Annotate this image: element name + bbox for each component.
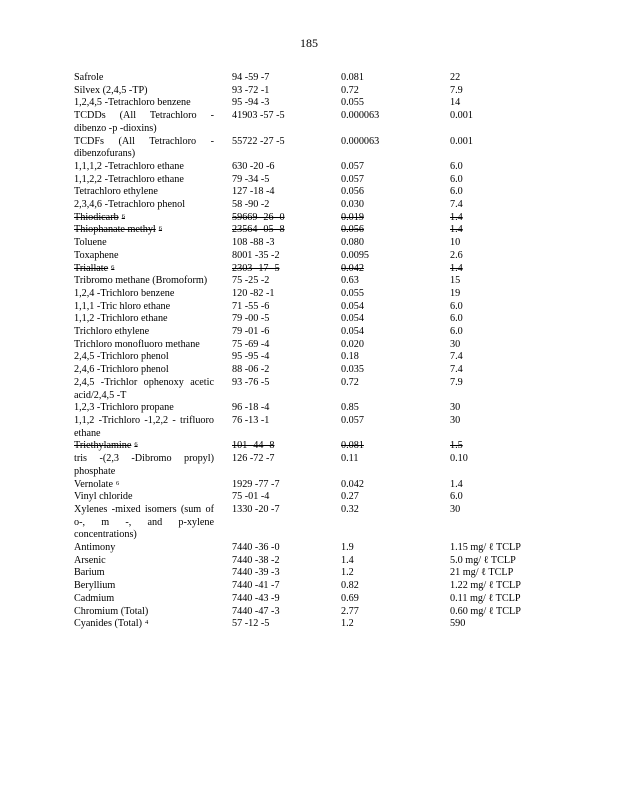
table-row <box>74 339 554 352</box>
table-row <box>74 110 554 135</box>
footnote-marker: 4 <box>145 619 149 627</box>
wastewater-standard: 0.0095 <box>341 249 370 261</box>
constituent-name-text: Chromium (Total) <box>74 605 149 617</box>
nonwastewater-standard: 1.15 mg/ ℓ TCLP <box>450 542 521 554</box>
constituent-name <box>74 186 214 199</box>
wastewater-standard: 0.63 <box>341 275 359 287</box>
cas-number: 1330 -20 -7 <box>232 503 280 515</box>
nonwastewater-standard: 15 <box>450 275 461 287</box>
constituent-name-text: Beryllium <box>74 580 116 592</box>
constituent-name <box>74 174 214 187</box>
constituent-name-text: tris -(2,3 -Dibromo propyl) phosphate <box>74 453 214 477</box>
cas-number: 1929 -77 -7 <box>232 478 280 490</box>
constituent-name <box>74 377 214 402</box>
constituent-name <box>74 491 214 504</box>
constituent-name-text: 1,1,1 -Tric hloro ethane <box>74 300 171 312</box>
cas-number: 93 -72 -1 <box>232 84 270 96</box>
constituent-name <box>74 504 214 542</box>
page-number: 185 <box>300 36 318 50</box>
table-row <box>74 402 554 415</box>
wastewater-standard: 0.042 <box>341 478 364 490</box>
nonwastewater-standard: 5.0 mg/ ℓ TCLP <box>450 554 516 566</box>
constituent-name <box>74 351 214 364</box>
constituent-name <box>74 212 214 225</box>
table-row <box>74 136 554 161</box>
constituent-name <box>74 110 214 135</box>
constituent-name <box>74 301 214 314</box>
cas-number: 630 -20 -6 <box>232 160 275 172</box>
table-row <box>74 97 554 110</box>
cas-number: 7440 -36 -0 <box>232 542 280 554</box>
nonwastewater-standard: 1.4 <box>450 478 463 490</box>
constituent-name-text: Barium <box>74 567 105 579</box>
cas-number: 101 -44 -8 <box>232 440 275 452</box>
constituent-name-text: 1,1,1,2 -Tetrachloro ethane <box>74 160 184 172</box>
table-row <box>74 237 554 250</box>
nonwastewater-standard: 30 <box>450 414 461 426</box>
cas-number: 108 -88 -3 <box>232 237 275 249</box>
wastewater-standard: 0.020 <box>341 338 364 350</box>
nonwastewater-standard: 6.0 <box>450 160 463 172</box>
cas-number: 71 -55 -6 <box>232 300 270 312</box>
wastewater-standard: 0.057 <box>341 173 364 185</box>
nonwastewater-standard: 7.9 <box>450 84 463 96</box>
table-row <box>74 72 554 85</box>
constituent-name <box>74 555 214 568</box>
wastewater-standard: 0.055 <box>341 97 364 109</box>
footnote-marker: 6 <box>111 263 115 271</box>
constituent-name-text: 1,1,2,2 -Tetrachloro ethane <box>74 173 184 185</box>
constituent-name <box>74 97 214 110</box>
table-row <box>74 440 554 453</box>
cas-number: 95 -95 -4 <box>232 351 270 363</box>
wastewater-standard: 0.056 <box>341 186 364 198</box>
table-row <box>74 288 554 301</box>
cas-number: 7440 -43 -9 <box>232 592 280 604</box>
cas-number: 95 -94 -3 <box>232 97 270 109</box>
cas-number: 75 -25 -2 <box>232 275 270 287</box>
wastewater-standard: 0.000063 <box>341 135 380 147</box>
wastewater-standard: 0.27 <box>341 491 359 503</box>
constituent-name <box>74 85 214 98</box>
cas-number: 2303 -17 -5 <box>232 262 280 274</box>
constituent-name <box>74 161 214 174</box>
nonwastewater-standard: 0.11 mg/ ℓ TCLP <box>450 592 521 604</box>
constituent-name-text: Tetrachloro ethylene <box>74 186 158 198</box>
table-row <box>74 326 554 339</box>
constituent-name <box>74 224 214 237</box>
table-row <box>74 415 554 440</box>
wastewater-standard: 0.054 <box>341 313 364 325</box>
cas-number: 79 -01 -6 <box>232 326 270 338</box>
nonwastewater-standard: 7.4 <box>450 199 463 211</box>
nonwastewater-standard: 30 <box>450 338 461 350</box>
wastewater-standard: 0.32 <box>341 503 359 515</box>
wastewater-standard: 1.4 <box>341 554 354 566</box>
wastewater-standard: 0.18 <box>341 351 359 363</box>
nonwastewater-standard: 0.001 <box>450 110 473 122</box>
cas-number: 55722 -27 -5 <box>232 135 285 147</box>
constituent-name <box>74 440 214 453</box>
cas-number: 8001 -35 -2 <box>232 249 280 261</box>
constituent-name <box>74 567 214 580</box>
footnote-marker: 6 <box>134 441 138 449</box>
constituent-name-text: Antimony <box>74 542 116 554</box>
constituent-name-text: Triethylamine <box>74 440 132 452</box>
table-row <box>74 377 554 402</box>
constituent-name-text: Safrole <box>74 72 104 83</box>
constituent-name-text: 1,2,4,5 -Tetrachloro benzene <box>74 97 191 109</box>
nonwastewater-standard: 6.0 <box>450 186 463 198</box>
constituent-name <box>74 542 214 555</box>
nonwastewater-standard: 6.0 <box>450 313 463 325</box>
nonwastewater-standard: 1.4 <box>450 211 463 223</box>
table-row <box>74 491 554 504</box>
constituent-name-text: 2,3,4,6 -Tetrachloro phenol <box>74 199 186 211</box>
nonwastewater-standard: 30 <box>450 402 461 414</box>
wastewater-standard: 1.2 <box>341 618 354 630</box>
constituent-name <box>74 326 214 339</box>
constituent-name-text: Trichloro ethylene <box>74 326 150 338</box>
constituent-name <box>74 263 214 276</box>
cas-number: 96 -18 -4 <box>232 402 270 414</box>
wastewater-standard: 0.035 <box>341 364 364 376</box>
constituent-name <box>74 415 214 440</box>
table-row <box>74 479 554 492</box>
nonwastewater-standard: 0.60 mg/ ℓ TCLP <box>450 605 521 617</box>
constituent-name <box>74 275 214 288</box>
wastewater-standard: 0.030 <box>341 199 364 211</box>
cas-number: 75 -69 -4 <box>232 338 270 350</box>
table-row <box>74 275 554 288</box>
cas-number: 93 -76 -5 <box>232 376 270 388</box>
footnote-marker: 6 <box>158 225 163 233</box>
nonwastewater-standard: 22 <box>450 72 461 83</box>
nonwastewater-standard: 0.10 <box>450 453 468 465</box>
wastewater-standard: 0.019 <box>341 211 364 223</box>
constituent-name-text: Toluene <box>74 237 107 249</box>
table-row <box>74 199 554 212</box>
cas-number: 23564 -05 -8 <box>232 224 285 236</box>
nonwastewater-standard: 10 <box>450 237 461 249</box>
constituent-name-text: Tribromo methane (Bromoform) <box>74 275 208 287</box>
constituent-name <box>74 479 214 492</box>
constituent-name-text: 1,2,4 -Trichloro benzene <box>74 287 175 299</box>
wastewater-standard: 0.72 <box>341 84 359 96</box>
table-row <box>74 504 554 542</box>
cas-number: 126 -72 -7 <box>232 453 275 465</box>
table-row <box>74 606 554 619</box>
table-row <box>74 618 554 631</box>
constituent-name-text: TCDDs (All Tetrachloro - dibenzo -p -dioxins) <box>74 110 214 134</box>
constituent-name <box>74 618 214 631</box>
constituent-name-text: Xylenes -mixed isomers (sum of o-, m -, and p-xylene concentrations) <box>74 503 214 541</box>
constituent-name-text: Thiodicarb <box>74 211 119 223</box>
table-row <box>74 250 554 263</box>
wastewater-standard: 0.081 <box>341 440 364 452</box>
nonwastewater-standard: 19 <box>450 287 461 299</box>
table-row <box>74 542 554 555</box>
wastewater-standard: 0.72 <box>341 376 359 388</box>
constituent-name <box>74 250 214 263</box>
nonwastewater-standard: 21 mg/ ℓ TCLP <box>450 567 514 579</box>
wastewater-standard: 0.69 <box>341 592 359 604</box>
constituent-name <box>74 593 214 606</box>
constituent-name-text: 2,4,6 -Trichloro phenol <box>74 364 169 376</box>
cas-number: 88 -06 -2 <box>232 364 270 376</box>
nonwastewater-standard: 1.4 <box>450 262 463 274</box>
nonwastewater-standard: 14 <box>450 97 461 109</box>
wastewater-standard: 0.054 <box>341 300 364 312</box>
cas-number: 94 -59 -7 <box>232 72 270 83</box>
nonwastewater-standard: 2.6 <box>450 249 463 261</box>
table-row <box>74 313 554 326</box>
constituent-name <box>74 580 214 593</box>
nonwastewater-standard: 6.0 <box>450 173 463 185</box>
wastewater-standard: 1.2 <box>341 567 354 579</box>
nonwastewater-standard: 1.5 <box>450 440 463 452</box>
table-row <box>74 580 554 593</box>
table-row <box>74 224 554 237</box>
constituent-name <box>74 72 214 85</box>
table-row <box>74 161 554 174</box>
table-row <box>74 555 554 568</box>
nonwastewater-standard: 0.001 <box>450 135 473 147</box>
wastewater-standard: 0.057 <box>341 160 364 172</box>
constituent-name-text: Cyanides (Total) <box>74 618 143 630</box>
constituent-name-text: Arsenic <box>74 554 106 566</box>
cas-number: 7440 -41 -7 <box>232 580 280 592</box>
constituent-name <box>74 606 214 619</box>
wastewater-standard: 2.77 <box>341 605 359 617</box>
constituent-name <box>74 313 214 326</box>
cas-number: 7440 -39 -3 <box>232 567 280 579</box>
constituent-name-text: Triallate <box>74 262 109 274</box>
table-row <box>74 567 554 580</box>
wastewater-standard: 0.042 <box>341 262 364 274</box>
cas-number: 7440 -38 -2 <box>232 554 280 566</box>
constituent-name-text: 2,4,5 -Trichloro phenol <box>74 351 169 363</box>
constituent-name-text: Cadmium <box>74 592 115 604</box>
constituent-name <box>74 288 214 301</box>
nonwastewater-standard: 1.22 mg/ ℓ TCLP <box>450 580 521 592</box>
table-row <box>74 351 554 364</box>
cas-number: 79 -00 -5 <box>232 313 270 325</box>
table-row <box>74 212 554 225</box>
wastewater-standard: 0.057 <box>341 414 364 426</box>
constituent-name <box>74 339 214 352</box>
constituent-name <box>74 237 214 250</box>
cas-number: 59669 -26 -0 <box>232 211 285 223</box>
constituent-name-text: 1,1,2 -Trichloro -1,2,2 - trifluoro ethane <box>74 414 214 439</box>
regulated-constituents-table <box>74 72 554 631</box>
constituent-name-text: Vinyl chloride <box>74 491 133 503</box>
nonwastewater-standard: 590 <box>450 618 466 630</box>
constituent-name <box>74 136 214 161</box>
nonwastewater-standard: 1.4 <box>450 224 463 236</box>
cas-number: 58 -90 -2 <box>232 199 270 211</box>
constituent-name-text: Thiophanate methyl <box>74 224 156 236</box>
constituent-name-text: 1,1,2 -Trichloro ethane <box>74 313 168 325</box>
nonwastewater-standard: 6.0 <box>450 326 463 338</box>
constituent-name-text: 2,4,5 -Trichlor ophenoxy acetic acid/2,4,5 -T <box>74 376 214 401</box>
cas-number: 41903 -57 -5 <box>232 110 285 122</box>
constituent-name-text: TCDFs (All Tetrachloro - dibenzofurans) <box>74 135 214 160</box>
nonwastewater-standard: 7.4 <box>450 364 463 376</box>
nonwastewater-standard: 6.0 <box>450 491 463 503</box>
wastewater-standard: 0.080 <box>341 237 364 249</box>
constituent-name-text: Vernolate <box>74 478 114 490</box>
cas-number: 120 -82 -1 <box>232 287 275 299</box>
table-row <box>74 301 554 314</box>
footnote-marker: 6 <box>116 479 120 487</box>
table-row <box>74 186 554 199</box>
constituent-name-text: 1,2,3 -Trichloro propane <box>74 402 174 414</box>
nonwastewater-standard: 7.4 <box>450 351 463 363</box>
constituent-name-text: Trichloro monofluoro methane <box>74 338 200 350</box>
table-row <box>74 453 554 478</box>
footnote-marker: 6 <box>121 212 125 220</box>
wastewater-standard: 0.081 <box>341 72 364 83</box>
cas-number: 57 -12 -5 <box>232 618 270 630</box>
table-row <box>74 85 554 98</box>
cas-number: 7440 -47 -3 <box>232 605 280 617</box>
nonwastewater-standard: 30 <box>450 503 461 515</box>
table-row <box>74 263 554 276</box>
wastewater-standard: 0.056 <box>341 224 364 236</box>
wastewater-standard: 0.055 <box>341 287 364 299</box>
nonwastewater-standard: 6.0 <box>450 300 463 312</box>
wastewater-standard: 1.9 <box>341 542 354 554</box>
constituent-name-text: Toxaphene <box>74 249 119 261</box>
table-row <box>74 364 554 377</box>
constituent-name <box>74 364 214 377</box>
wastewater-standard: 0.82 <box>341 580 359 592</box>
cas-number: 79 -34 -5 <box>232 173 270 185</box>
constituent-name <box>74 453 214 478</box>
wastewater-standard: 0.054 <box>341 326 364 338</box>
table-row <box>74 593 554 606</box>
nonwastewater-standard: 7.9 <box>450 376 463 388</box>
cas-number: 127 -18 -4 <box>232 186 275 198</box>
constituent-name <box>74 402 214 415</box>
wastewater-standard: 0.85 <box>341 402 359 414</box>
wastewater-standard: 0.000063 <box>341 110 380 122</box>
constituent-name <box>74 199 214 212</box>
cas-number: 76 -13 -1 <box>232 414 270 426</box>
wastewater-standard: 0.11 <box>341 453 359 465</box>
table-row <box>74 174 554 187</box>
constituent-name-text: Silvex (2,4,5 -TP) <box>74 84 148 96</box>
cas-number: 75 -01 -4 <box>232 491 270 503</box>
